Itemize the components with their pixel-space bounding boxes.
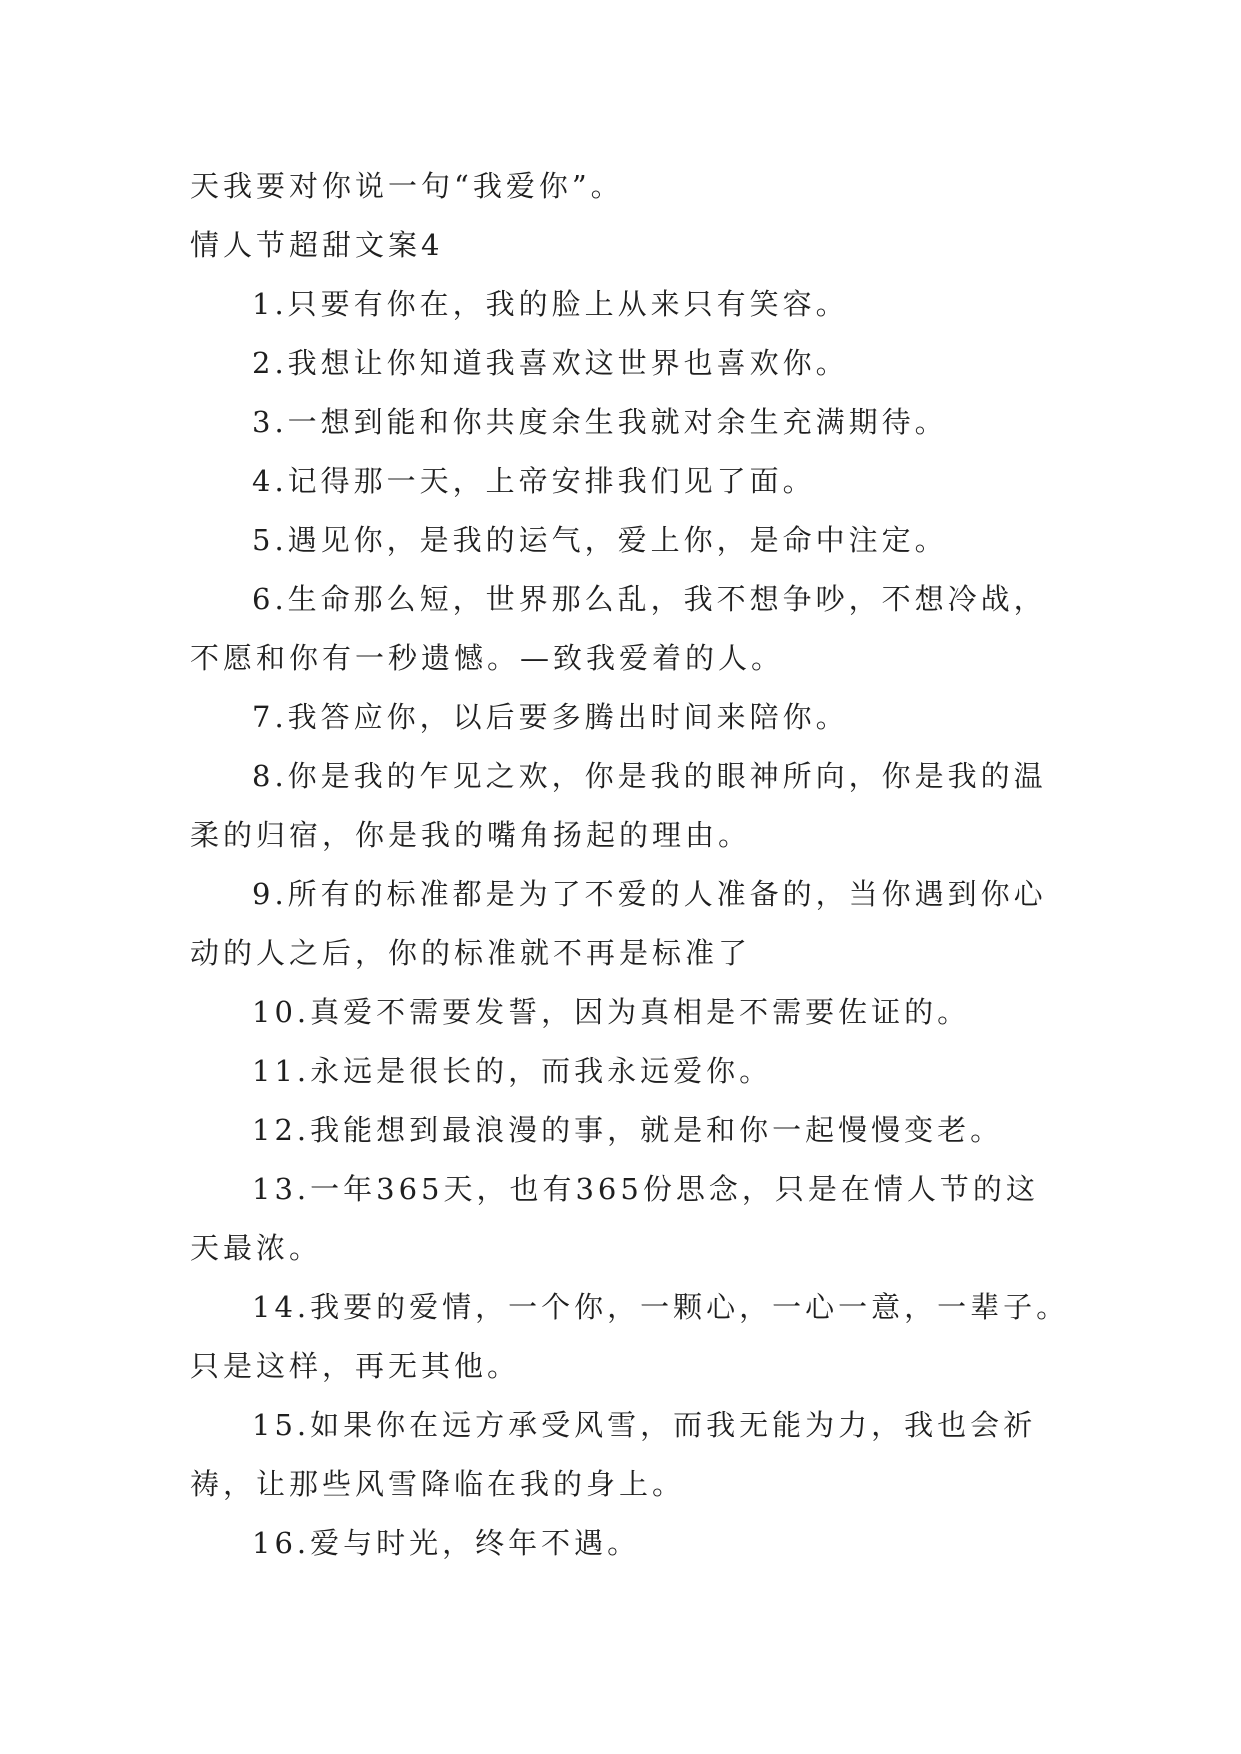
list-item-continuation: 天最浓。	[190, 1231, 323, 1265]
list-item: 3.一想到能和你共度余生我就对余生充满期待。	[252, 405, 948, 439]
list-item: 9.所有的标准都是为了不爱的人准备的，当你遇到你心	[252, 877, 1047, 911]
document-body	[190, 166, 1070, 1563]
list-item-continuation: 不愿和你有一秒遗憾。—致我爱着的人。	[190, 641, 785, 675]
list-item: 14.我要的爱情，一个你，一颗心，一心一意，一辈子。	[252, 1290, 1070, 1324]
list-item: 4.记得那一天，上帝安排我们见了面。	[252, 464, 816, 498]
list-item: 5.遇见你，是我的运气，爱上你，是命中注定。	[252, 523, 948, 557]
text-line: 天我要对你说一句“我爱你”。	[190, 169, 624, 203]
list-item-continuation: 祷，让那些风雪降临在我的身上。	[190, 1467, 686, 1501]
list-item: 6.生命那么短，世界那么乱，我不想争吵，不想冷战，	[252, 582, 1047, 616]
list-item: 13.一年365天，也有365份思念，只是在情人节的这	[252, 1172, 1039, 1206]
list-item-continuation: 只是这样，再无其他。	[190, 1349, 521, 1383]
list-item: 10.真爱不需要发誓，因为真相是不需要佐证的。	[252, 995, 971, 1029]
list-item: 15.如果你在远方承受风雪，而我无能为力，我也会祈	[252, 1408, 1037, 1442]
list-item-continuation: 动的人之后，你的标准就不再是标准了	[190, 936, 752, 970]
list-item: 16.爱与时光，终年不遇。	[252, 1526, 641, 1560]
section-heading: 情人节超甜文案4	[190, 228, 444, 262]
list-item: 8.你是我的乍见之欢，你是我的眼神所向，你是我的温	[252, 759, 1047, 793]
list-item: 12.我能想到最浪漫的事，就是和你一起慢慢变老。	[252, 1113, 1004, 1147]
list-item: 2.我想让你知道我喜欢这世界也喜欢你。	[252, 346, 849, 380]
list-item: 11.永远是很长的，而我永远爱你。	[252, 1054, 773, 1088]
list-item: 7.我答应你，以后要多腾出时间来陪你。	[252, 700, 849, 734]
list-item: 1.只要有你在，我的脸上从来只有笑容。	[252, 287, 849, 321]
list-item-continuation: 柔的归宿，你是我的嘴角扬起的理由。	[190, 818, 752, 852]
